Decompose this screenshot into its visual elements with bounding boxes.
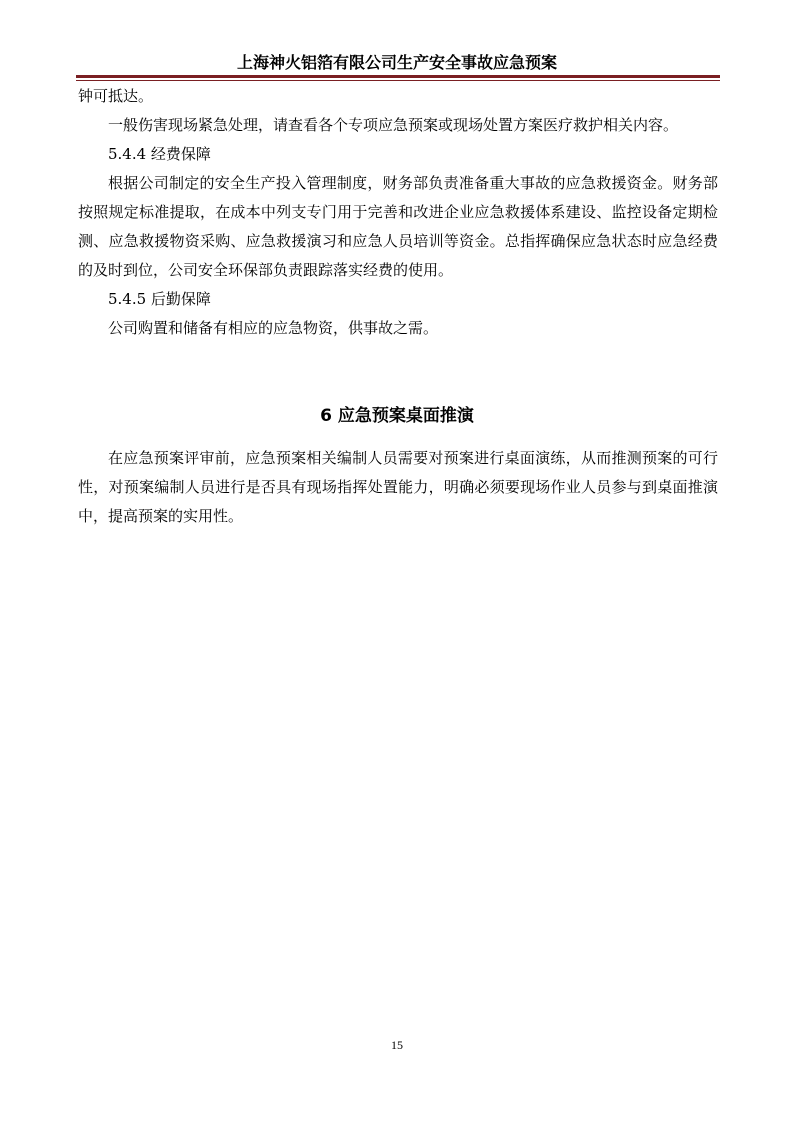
header-rule-thick [76, 75, 720, 78]
page-number: 15 [391, 1038, 403, 1052]
logistics-paragraph: 公司购置和储备有相应的应急物资，供事故之需。 [108, 319, 439, 337]
header-rule-thin [76, 80, 720, 81]
funding-paragraph: 根据公司制定的安全生产投入管理制度，财务部负责准备重大事故的应急救援资金。财务部按照规定标准提取，在成本中列支专门用于完善和改进企业应急救援体系建设、监控设备定期检测、应急救援物资采购、应急救援演习和应急人员培训等资金。总指挥确保应急状态时应急经费的及时到位，公司安全环保部负责跟踪落实经费的使用。 [78, 174, 718, 279]
section-6-title: 6 应急预案桌面推演 [320, 406, 474, 426]
section-6-body [78, 444, 718, 531]
subheading-5-4-4: 5.4.4 经费保障 [108, 145, 211, 163]
section-5-body [78, 82, 718, 343]
subheading-5-4-5: 5.4.5 后勤保障 [108, 290, 211, 308]
medical-paragraph: 一般伤害现场紧急处理，请查看各个专项应急预案或现场处置方案医疗救护相关内容。 [108, 116, 679, 134]
document-title: 上海神火铝箔有限公司生产安全事故应急预案 [236, 53, 557, 72]
tabletop-exercise-paragraph: 在应急预案评审前，应急预案相关编制人员需要对预案进行桌面演练，从而推测预案的可行性，对预案编制人员进行是否具有现场指挥处置能力，明确必须要现场作业人员参与到桌面推演中，提高预案的实用性。 [78, 449, 718, 525]
continuation-text: 钟可抵达。 [78, 87, 154, 105]
